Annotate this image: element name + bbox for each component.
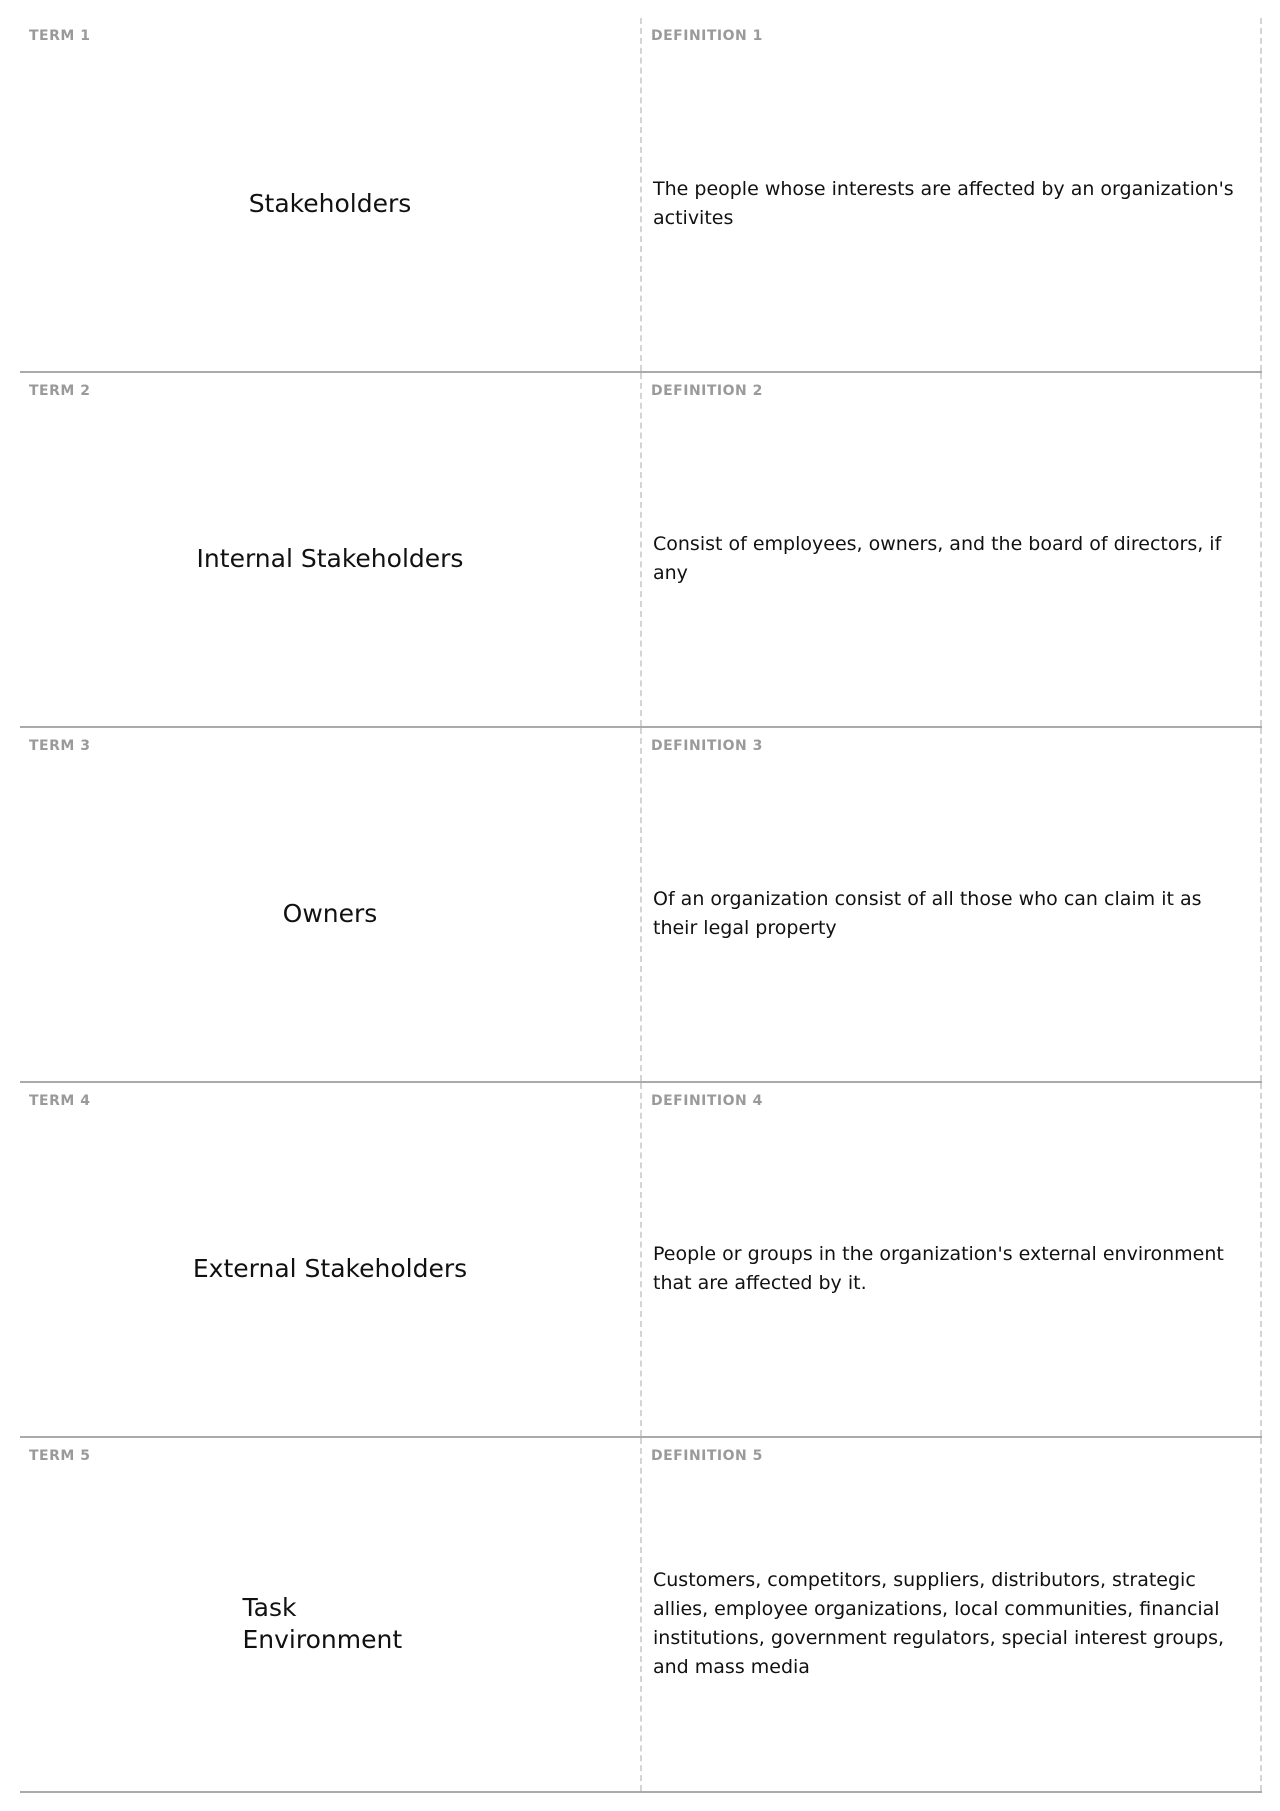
term-label: TERM 3 — [29, 738, 91, 754]
definition-text-wrap — [653, 373, 1250, 726]
term-text-wrap — [20, 373, 640, 726]
definition-label: DEFINITION 5 — [651, 1448, 763, 1464]
term-text: Task Environment — [242, 1593, 403, 1654]
term-text-wrap — [20, 728, 640, 1081]
flashcard-row — [20, 373, 1262, 728]
term-label: TERM 2 — [29, 383, 91, 399]
flashcard-row — [20, 728, 1262, 1083]
definition-label: DEFINITION 4 — [651, 1093, 763, 1109]
definition-text: People or groups in the organization's external environment that are affected by it. — [653, 1242, 1224, 1294]
definition-text: Consist of employees, owners, and the board of directors, if any — [653, 532, 1222, 584]
definition-text-wrap — [653, 1438, 1250, 1791]
term-cell — [20, 1438, 642, 1791]
definition-cell — [642, 728, 1262, 1081]
term-cell — [20, 728, 642, 1081]
definition-text: Of an organization consist of all those who can claim it as their legal property — [653, 887, 1202, 939]
definition-text: Customers, competitors, suppliers, distributors, strategic allies, employee organizations, local communities, financial institutions, government regulators, special interest groups, and mass media — [653, 1568, 1225, 1678]
definition-cell — [642, 1438, 1262, 1791]
term-text-wrap — [20, 1083, 640, 1436]
definition-cell — [642, 373, 1262, 726]
term-label: TERM 4 — [29, 1093, 91, 1109]
definition-text-wrap — [653, 728, 1250, 1081]
term-label: TERM 5 — [29, 1448, 91, 1464]
flashcard-row — [20, 1438, 1262, 1793]
definition-cell — [642, 18, 1262, 371]
term-text: Internal Stakeholders — [196, 544, 464, 573]
definition-label: DEFINITION 3 — [651, 738, 763, 754]
definition-text: The people whose interests are affected by an organization's activites — [653, 177, 1234, 229]
term-text-wrap — [20, 1438, 640, 1791]
term-text: Owners — [282, 899, 378, 928]
definition-text-wrap — [653, 18, 1250, 371]
flashcard-sheet — [20, 18, 1262, 1793]
term-text: Stakeholders — [248, 189, 412, 218]
definition-label: DEFINITION 1 — [651, 28, 763, 44]
flashcard-row — [20, 1083, 1262, 1438]
term-text-wrap — [20, 18, 640, 371]
flashcard-row — [20, 18, 1262, 373]
term-cell — [20, 373, 642, 726]
definition-text-wrap — [653, 1083, 1250, 1436]
definition-cell — [642, 1083, 1262, 1436]
term-text: External Stakeholders — [192, 1254, 468, 1283]
term-cell — [20, 1083, 642, 1436]
term-cell — [20, 18, 642, 371]
term-label: TERM 1 — [29, 28, 91, 44]
definition-label: DEFINITION 2 — [651, 383, 763, 399]
